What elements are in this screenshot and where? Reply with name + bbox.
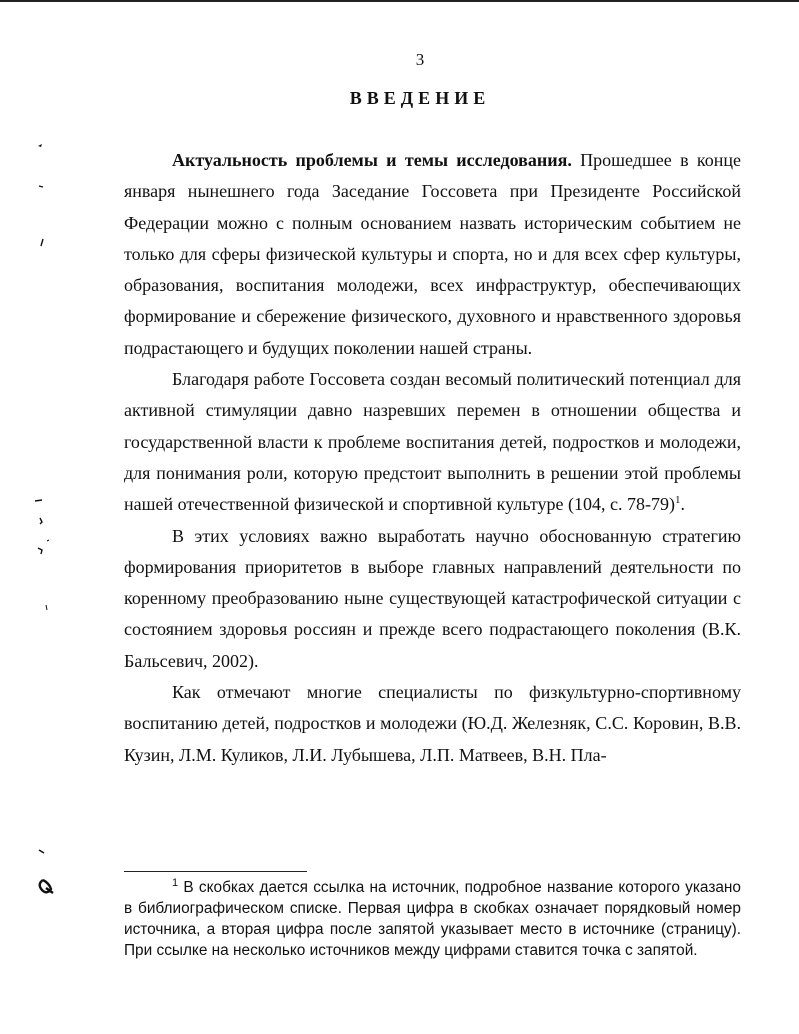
page-number: 3 [415,50,425,69]
paragraph-3-text: В этих условиях важно выработать научно обоснованную стратегию формирования приоритетов в выборе главных направлений деятельности по коренному преобразованию ныне существующей катастрофической ситуации с состоянием здоровья россиян и прежде всего подрастающего поколения (В.К. Бальсевич, 2002). [124,525,741,671]
paragraph-lead-bold: Актуальность проблемы и темы исследования. [172,150,572,170]
paragraph-1 [124,145,741,364]
footnote [124,877,741,961]
paragraph-4-text: Как отмечают многие специалисты по физкультурно-спортивному воспитанию детей, подростков и молодежи (Ю.Д. Железняк, С.С. Коровин, В.В. Кузин, Л.М. Куликов, Л.И. Лубышева, Л.П. Матвеев, В.Н. Пла- [124,682,741,765]
footnote-paragraph [124,877,741,961]
paragraph-1-text: Прошедшее в конце января нынешнего года Заседание Госсовета при Президенте Российской Федерации можно с полным основанием назвать историческим событием не только для сферы физической культуры и спорта, но и для всех сфер культуры, образования, воспитания молодежи, всех инфраструктур, обеспечивающих формирование и сбережение физического, духовного и нравственного здоровья подрастающего и будущих поколении нашей страны. [124,150,741,358]
footnote-reference: 1 [674,494,681,507]
top-edge-line [0,0,799,2]
paragraph-2 [124,364,741,520]
main-text [124,145,741,771]
section-heading: ВВЕДЕНИЕ [349,88,491,108]
footnote-marker: 1 [172,876,179,889]
paragraph-3 [124,521,741,677]
paragraph-2-text: Благодаря работе Госсовета создан весомый политический потенциал для активной стимуляции давно назревших перемен в отношении общества и государственной власти к проблеме воспитания детей, подростков и молодежи, для понимания роли, которую предстоит выполнить в решении этой проблемы нашей отечественной физической и спортивной культуре (104, с. 78-79) [124,369,741,515]
paragraph-4 [124,677,741,771]
footnote-separator [124,871,307,872]
paragraph-2-end: . [680,494,685,515]
footnote-text: В скобках дается ссылка на источник, подробное название которого указано в библиографическом списке. Первая цифра в скобках означает порядковый номер источника, а вторая цифра после запятой указывает место в источнике (страницу). При ссылке на несколько источников между цифрами ставится точка с запятой. [124,879,741,959]
scan-margin-marks [0,0,80,1034]
